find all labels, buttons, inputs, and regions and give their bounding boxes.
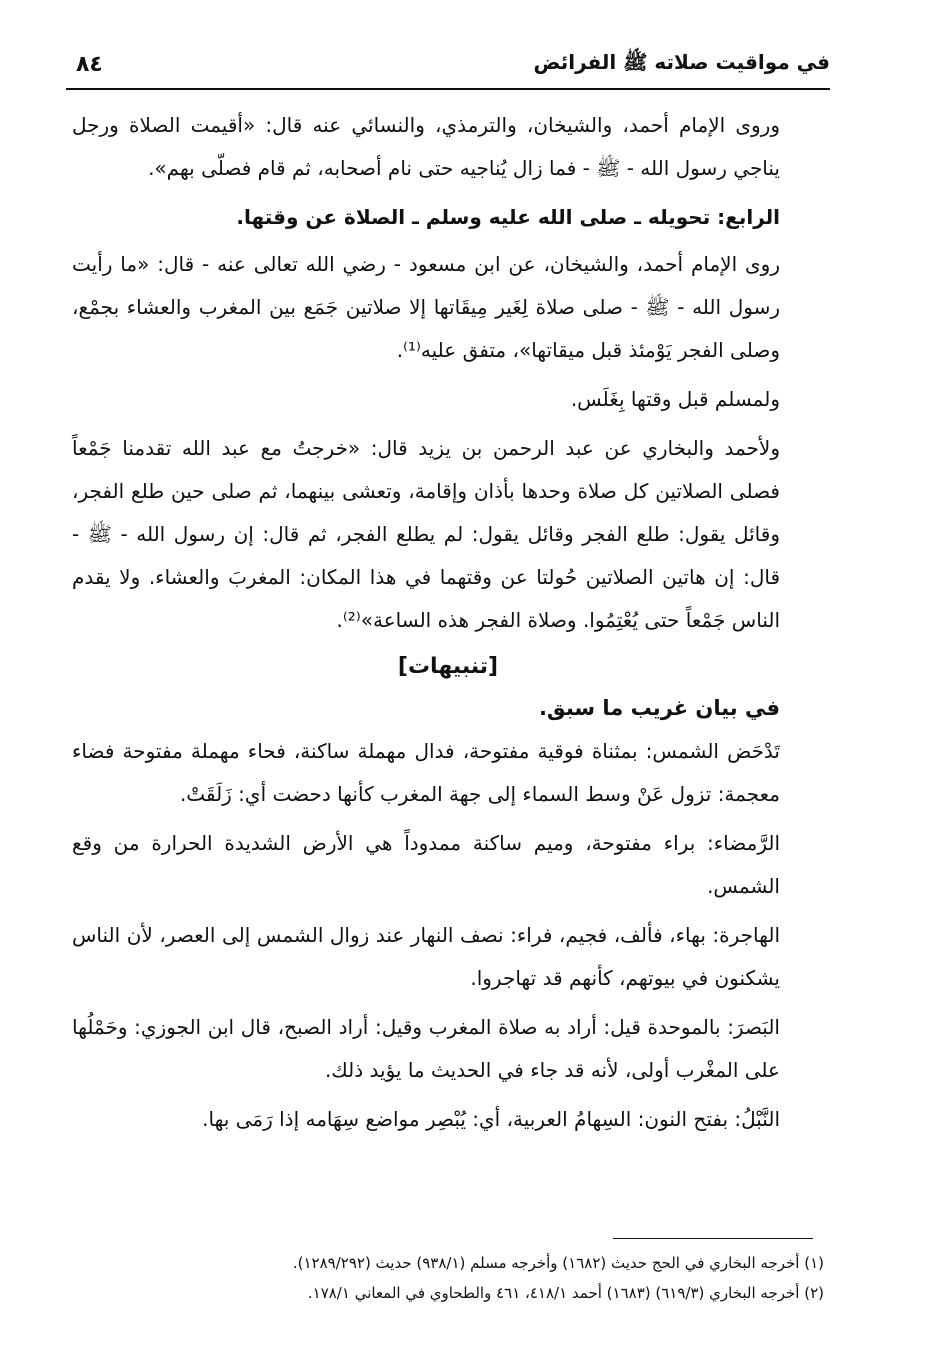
gloss-entry-5: النَّبْلُ: بفتح النون: السِهامُ العربية، أي: يُبْصِر مواضع سِهَامه إذا رَمَى بها.: [202, 1107, 780, 1131]
running-title: في مواقيت صلاته ﷺ الفرائض: [533, 50, 830, 74]
footnote-2: (٢) أخرجه البخاري (٦١٩/٣) (١٦٨٣) أحمد ٤١٨/١، ٤٦١ والطحاوي في المعاني ١٧٨/١.: [307, 1284, 824, 1302]
paragraph-1: وروى الإمام أحمد، والشيخان، والترمذي، والنسائي عنه قال: «أقيمت الصلاة ورجل يناجي رسول الله - ﷺ - فما زال يُناجيه حتى نام أصحابه، ثم قام فصلّى بهم».: [72, 113, 780, 180]
header-rule: [66, 88, 830, 90]
running-header: [66, 42, 830, 90]
main-text: [72, 104, 824, 1141]
gloss-entry-1: تَدْحَض الشمس: بمثناة فوقية مفتوحة، فدال مهملة ساكنة، فحاء مهملة مفتوحة فضاء معجمة: تزول عَنْ وسط السماء إلى جهة المغرب كأنها دحضت أي: زَلَقَتْ.: [72, 739, 780, 806]
gloss-entry-2: الرَّمضاء: براء مفتوحة، وميم ساكنة ممدوداً هي الأرض الشديدة الحرارة من وقع الشمس.: [72, 831, 780, 898]
paragraph-3: ولمسلم قبل وقتها بِغَلَس.: [570, 387, 780, 411]
subheading-rabi: الرابع: تحويله ـ صلى الله عليه وسلم ـ الصلاة عن وقتها.: [236, 205, 780, 229]
gloss-entry-4: البَصرَ: بالموحدة قيل: أراد به صلاة المغرب وقيل: أراد الصبح، قال ابن الجوزي: وحَمْلُها على المغْرب أولى، لأنه قد جاء في الحديث ما يؤيد ذلك.: [72, 1015, 780, 1082]
page-number: ٨٤: [76, 52, 103, 77]
gloss-entry-3: الهاجرة: بهاء، فألف، فجيم، فراء: نصف النهار عند زوال الشمس إلى العصر، لأن الناس يشكنون في بيوتهم، كأنهم قد تهاجروا.: [72, 923, 780, 990]
paragraph-4: ولأحمد والبخاري عن عبد الرحمن بن يزيد قال: «خرجتُ مع عبد الله تقدمنا جَمْعاً فصلى الصلاتين كل صلاة وحدها بأذان وإقامة، وتعشى بينهما، ثم صلى حين طلع الفجر، وقائل يقول: طلع الفجر وقائل يقول: لم يطلع الفجر، ثم قال: إن رسول الله - ﷺ - قال: إن هاتين الصلاتين حُولتا عن وقتهما في هذا المكان: المغربَ والعشاء. ولا يقدم الناس جَمْعاً حتى يُعْتِمُوا. وصلاة الفجر هذه الساعة»⁽²⁾.: [72, 436, 780, 632]
footnote-1: (١) أخرجه البخاري في الحج حديث (١٦٨٢) وأخرجه مسلم (٩٣٨/١) حديث (١٢٨٩/٢٩٢).: [292, 1254, 824, 1272]
tanbihat-heading: [تنبيهات]: [397, 654, 499, 679]
footnotes: [72, 1248, 824, 1308]
paragraph-2: روى الإمام أحمد، والشيخان، عن ابن مسعود - رضي الله تعالى عنه - قال: «ما رأيت رسول الله - ﷺ - صلى صلاة لِغَير مِيقَاتها إلا صلاتين جَمَع بين المغرب والعشاء بجمْع، وصلى الفجر يَوْمئذ قبل ميقاتها»، متفق عليه⁽¹⁾.: [72, 252, 780, 362]
section-title: في بيان غريب ما سبق.: [538, 696, 780, 720]
footnote-rule: [613, 1238, 813, 1239]
